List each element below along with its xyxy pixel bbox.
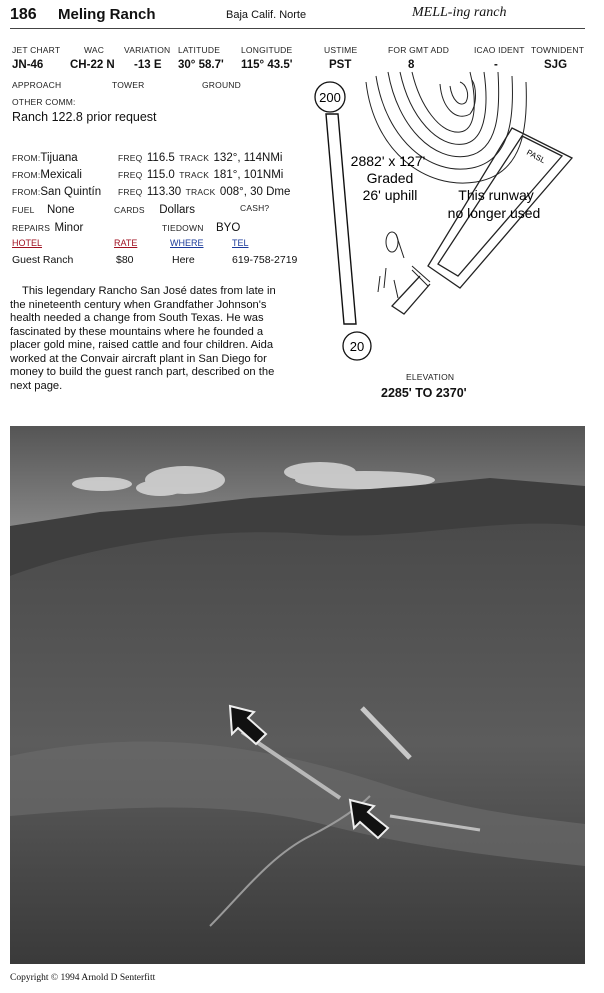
jet-chart-value: JN-46 — [12, 59, 44, 71]
route-origin: Tijuana — [40, 152, 78, 164]
hotel-rate: $80 — [116, 254, 134, 266]
elevation-value: 2285' TO 2370' — [381, 386, 467, 400]
tiedown-label: TIEDOWN — [162, 223, 204, 233]
runway-dimensions: 2882' x 127' — [350, 153, 426, 169]
repairs-label: REPAIRS — [12, 223, 51, 233]
approach-label: APPROACH — [12, 80, 62, 90]
route-freq — [118, 165, 283, 183]
pronunciation: MELL-ing ranch — [412, 5, 507, 20]
icao-ident-label: ICAO IDENT — [474, 45, 525, 55]
latitude-value: 30° 58.7' — [178, 59, 224, 71]
ranch-structures — [378, 232, 430, 298]
from-label: FROM: — [12, 187, 41, 197]
jet-chart-label: JET CHART — [12, 45, 61, 55]
repairs-row — [12, 218, 83, 236]
icao-ident-value: - — [494, 59, 498, 71]
header-rule — [10, 28, 585, 29]
freq-label: FREQ — [118, 170, 143, 180]
hotel-name: Guest Ranch — [12, 254, 74, 266]
repairs-value: Minor — [54, 222, 84, 234]
hotel-header: HOTEL — [12, 238, 43, 248]
freq-value: 115.0 — [146, 169, 175, 181]
page-number: 186 — [10, 6, 37, 23]
route-freq — [118, 148, 282, 166]
latitude-label: LATITUDE — [178, 45, 221, 55]
elevation-label: ELEVATION — [406, 372, 455, 382]
track-value: 008°, 30 Dme — [219, 186, 291, 198]
route-row — [12, 165, 82, 183]
closed-runway-note-line2: no longer used — [447, 205, 541, 221]
cash-label: CASH? — [240, 203, 270, 213]
wac-label: WAC — [84, 45, 105, 55]
aerial-photo — [10, 426, 585, 964]
route-origin: Mexicali — [40, 169, 82, 181]
hotel-tel: 619-758-2719 — [232, 254, 298, 266]
other-comm-label: OTHER COMM: — [12, 97, 76, 107]
freq-value: 116.5 — [146, 152, 175, 164]
runway-end-top: 200 — [319, 90, 341, 105]
runway-slope: 26' uphill — [362, 187, 418, 203]
variation-label: VARIATION — [124, 45, 171, 55]
from-label: FROM: — [12, 153, 41, 163]
cards-label: CARDS — [114, 205, 145, 215]
route-row — [12, 182, 101, 200]
cards-value: Dollars — [159, 204, 196, 216]
freq-value: 113.30 — [146, 186, 182, 198]
description-text: This legendary Rancho San José dates from late in the nineteenth century when Grandfather Johnson's health needed a change from South Texas. He was fascinated by these mountains where he founded a placer gold mine, raised cattle and four children. Aida worked at the Convair aircraft plant in San Diego for money to build the guest ranch part, described on the next page. — [10, 285, 276, 392]
hotel-where: Here — [172, 254, 195, 266]
rate-header: RATE — [114, 238, 138, 248]
freq-label: FREQ — [118, 153, 143, 163]
gmt-add-label: FOR GMT ADD — [388, 45, 450, 55]
town-ident-value: SJG — [544, 59, 568, 71]
gmt-add-value: 8 — [408, 59, 415, 71]
tiedown-row — [162, 218, 240, 236]
fuel-label: FUEL — [12, 205, 35, 215]
longitude-value: 115° 43.5' — [241, 59, 293, 71]
active-runway — [326, 114, 356, 324]
from-label: FROM: — [12, 170, 41, 180]
ustime-value: PST — [329, 59, 352, 71]
closed-runway-note-line1: This runway — [458, 187, 534, 203]
variation-value: -13 E — [134, 59, 162, 71]
track-value: 181°, 101NMi — [213, 169, 284, 181]
description-paragraph — [10, 285, 285, 393]
fuel-value: None — [46, 204, 75, 216]
town-ident-label: TOWNIDENT — [531, 45, 585, 55]
tower-label: TOWER — [112, 80, 145, 90]
tiedown-value: BYO — [216, 222, 241, 234]
track-label: TRACK — [185, 187, 216, 197]
runway-diagram — [300, 36, 590, 366]
route-row — [12, 148, 78, 166]
other-comm-value: Ranch 122.8 prior request — [12, 110, 157, 124]
cards-row — [114, 200, 195, 218]
where-header: WHERE — [170, 238, 204, 248]
copyright: Copyright © 1994 Arnold D Senterfitt — [10, 973, 156, 983]
runway-end-bottom: 20 — [349, 339, 365, 354]
region-label: Baja Calif. Norte — [226, 9, 307, 21]
longitude-label: LONGITUDE — [241, 45, 293, 55]
freq-label: FREQ — [118, 187, 143, 197]
runway-surface: Graded — [366, 170, 414, 186]
aerial-photo-drawing — [10, 426, 585, 964]
fuel-row — [12, 200, 74, 218]
route-freq — [118, 182, 290, 200]
wac-value: CH-22 N — [70, 59, 115, 71]
track-value: 132°, 114NMi — [213, 152, 283, 164]
old-runway-marking: PASL — [525, 147, 547, 166]
tel-header: TEL — [232, 238, 249, 248]
ground-label: GROUND — [202, 80, 241, 90]
ustime-label: USTIME — [324, 45, 358, 55]
route-origin: San Quintín — [40, 186, 102, 198]
track-label: TRACK — [179, 153, 210, 163]
airport-name: Meling Ranch — [58, 6, 156, 23]
track-label: TRACK — [179, 170, 210, 180]
